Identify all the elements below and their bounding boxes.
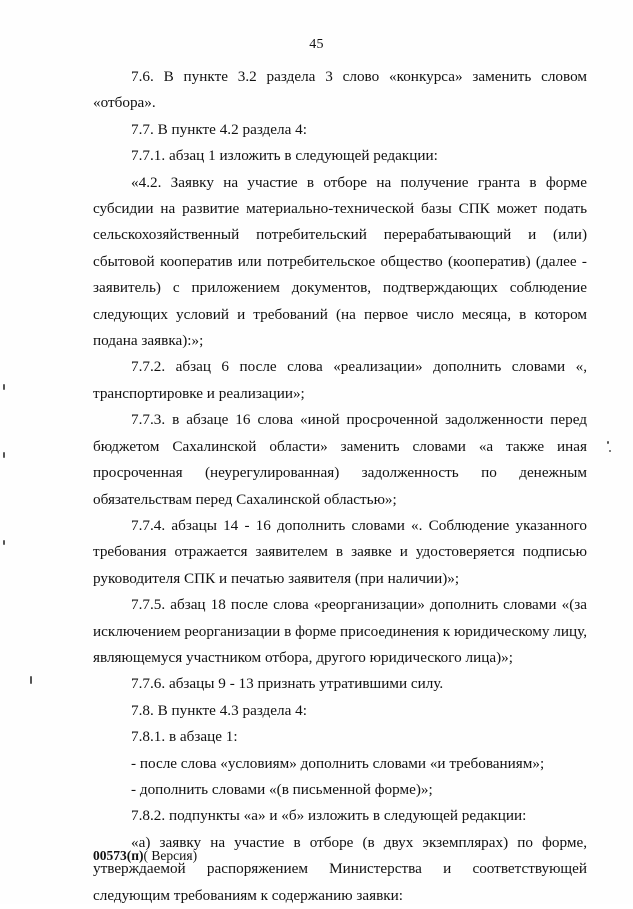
- paragraph: 7.7.4. абзацы 14 - 16 дополнить словами «. Соблюдение указанного требования отражается заявителем в заявке и удостоверяется подписью руководителя СПК и печатью заявителя (при наличии)»;: [93, 516, 587, 587]
- paragraph: 7.7.1. абзац 1 изложить в следующей редакции:: [131, 147, 438, 165]
- paragraph: - после слова «условиям» дополнить словами «и требованиям»;: [131, 754, 545, 772]
- scan-speck: [30, 676, 32, 684]
- paragraph: 7.8.2. подпункты «а» и «б» изложить в следующей редакции:: [131, 807, 527, 825]
- paragraph: 7.7.2. абзац 6 после слова «реализации» дополнить словами «, транспортировке и реализации»;: [93, 358, 587, 402]
- paragraph: 7.6. В пункте 3.2 раздела 3 слово «конкурса» заменить словом «отбора».: [93, 68, 587, 112]
- paragraph: 7.7.6. абзацы 9 - 13 признать утратившими силу.: [131, 675, 444, 693]
- scan-speck: [3, 540, 5, 545]
- paragraph: 7.7. В пункте 4.2 раздела 4:: [131, 120, 307, 138]
- document-body: [93, 64, 587, 909]
- paragraph: 7.8.1. в абзаце 1:: [131, 728, 238, 746]
- paragraph: 7.8. В пункте 4.3 раздела 4:: [131, 701, 307, 719]
- scan-speck: [3, 384, 5, 390]
- scan-speck: [607, 441, 609, 444]
- document-version: ( Версия): [143, 848, 198, 863]
- scan-speck: [609, 450, 611, 452]
- paragraph: 7.7.5. абзац 18 после слова «реорганизации» дополнить словами «(за исключением реорганизации в форме присоединения к юридическому лицу, являющемуся участником отбора, другого юридического лица)»;: [93, 596, 587, 666]
- scan-speck: [3, 452, 5, 458]
- paragraph: - дополнить словами «(в письменной форме)»;: [131, 780, 433, 798]
- document-footer: [93, 848, 197, 864]
- paragraph: 7.7.3. в абзаце 16 слова «иной просроченной задолженности перед бюджетом Сахалинской области» заменить словами «а также иная просроченная (неурегулированная) задолженность по денежным обязательствам перед Сахалинской областью»;: [93, 411, 587, 508]
- page-number: 45: [309, 37, 324, 52]
- paragraph: «а) заявку на участие в отборе (в двух экземплярах) по форме, утверждаемой распоряжением Министерства и соответствующей следующим требованиям к содержанию заявки:: [93, 833, 587, 904]
- document-code: 00573(п): [93, 848, 144, 863]
- paragraph: «4.2. Заявку на участие в отборе на получение гранта в форме субсидии на развитие материально-технической базы СПК может подать сельскохозяйственный потребительский перерабатывающий и (или) сбытовой кооператив или потребительское общество (кооператив) (далее - заявитель) с приложением документов, подтверждающих соблюдение следующих условий и требований (на первое число месяца, в котором подана заявка):»;: [93, 173, 587, 350]
